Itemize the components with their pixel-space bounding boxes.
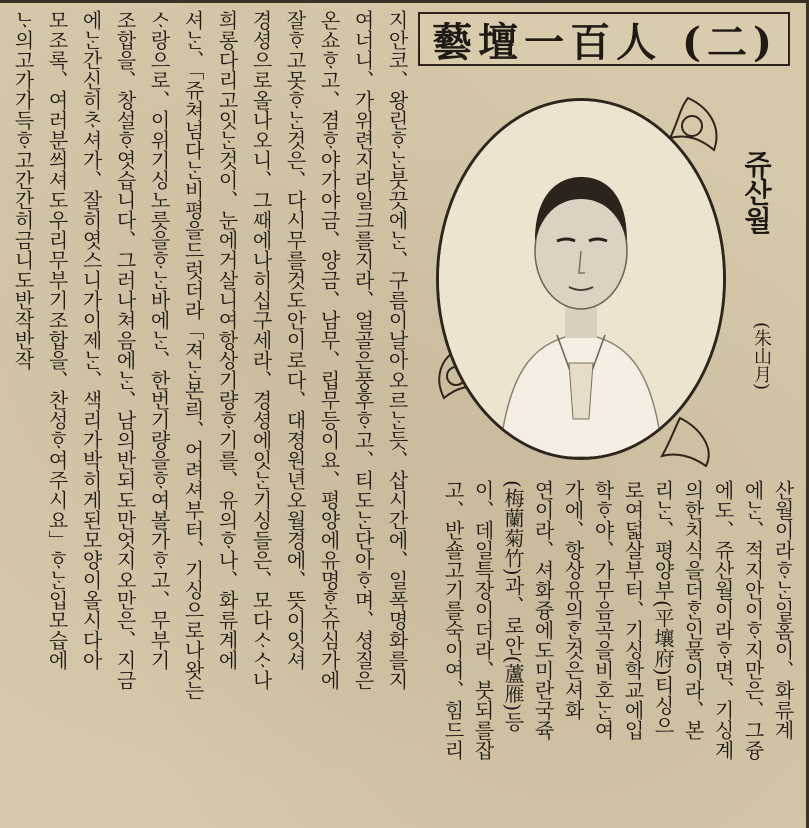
text-column: 셔ᄂᆞᆫ、「쥬쳐넘다ᄂᆞᆫ비평을드럿더라「져ᄂᆞᆫ본릐、어려셔부터、기싱으로나왓는	[181, 10, 205, 700]
portrait-photo	[430, 88, 730, 468]
text-column: 이、데일특장이더라、붓되를잡	[471, 480, 495, 760]
text-column: 잘ᄒᆞ고못ᄒᆞᄂᆞᆫ것은、다시무를것도안이로다、대졍원년오월경에、뜻이잇셔	[283, 10, 307, 670]
top-rule	[0, 0, 809, 3]
photo-oval	[436, 98, 726, 460]
person-name-hanja: (朱山月)	[751, 322, 772, 391]
text-column: 지안코、왕린ᄒᆞᄂᆞᆫ붓끗에ᄂᆞᆫ、구름이날아오르ᄂᆞᆫ듯、삽시간에、일폭명화를지	[385, 10, 409, 690]
text-column: ᄉᆞ랑으로、이위기싱노릇을ᄒᆞᄂᆞᆫ바에ᄂᆞᆫ、한번기량을ᄒᆞ여볼가ᄒᆞ고、무부기	[147, 10, 171, 670]
text-column: 의한치식을더ᄒᆞᆫ인물이라、본	[681, 480, 705, 740]
text-column: (梅蘭菊竹)과、로안(蘆雁)등	[501, 480, 525, 732]
text-column: 에도、쥬산월이라ᄒᆞ면、기싱계	[711, 480, 735, 760]
text-column: 가에、항상유의ᄒᆞᆫ것은셔화	[561, 480, 585, 720]
text-column: 로여덟살부터、기싱학교에입	[621, 480, 645, 740]
portrait-image	[439, 101, 723, 457]
text-column: 여너니、가위련지라일크를지라、얼골은풍후ᄒᆞ고、티도ᄂᆞᆫ단아ᄒᆞ며、셩질은	[351, 10, 375, 690]
text-column: 학ᄒᆞ야、가무음곡을비호ᄂᆞᆫ여	[591, 480, 615, 740]
text-column: 희롱다리고잇ᄂᆞᆫ것이、눈에거살니여항상기량ᄒᆞ기를、유의ᄒᆞ나、화류계에	[215, 10, 239, 670]
text-column: 모조록、여러분씌셔도우리무부기조합을、찬성ᄒᆞ여주시요」ᄒᆞᄂᆞᆫ입모습에	[45, 10, 69, 670]
title-text: 藝壇一百人 (二)	[432, 18, 778, 66]
text-column: 에ᄂᆞᆫ、적지안이ᄒᆞ지만은、그즁	[741, 480, 765, 760]
text-column: 고、반숄고기를숙이여、힘드리	[441, 480, 465, 760]
article-title	[430, 15, 780, 66]
text-column: 경셩으로올나오니、그ᄯᅢ에나히십구세라、경셩에잇ᄂᆞᆫ기싱들은、모다ᄉᆞᄉᆞ나	[249, 10, 273, 690]
text-column: ᄂᆞ의고가가득ᄒᆞ고간간히금니도반작반작	[11, 10, 35, 370]
person-name-hangul: 쥬산월	[740, 150, 773, 234]
text-column: 에ᄂᆞᆫ간신히ᄎᆞ셔가、잘히엿스니가이제ᄂᆞᆫ、색리가박히게된모양이올시다아	[79, 10, 103, 670]
text-column: 온쇼ᄒᆞ고、겸ᄒᆞ야가야금、양금、남무、립무등이요、평양에유명ᄒᆞᆫ슈심가에	[317, 10, 341, 690]
text-column: 리ᄂᆞᆫ、평양부(平壤府)티싱으	[651, 480, 675, 736]
text-column: 연이라、셔화즁에도미란국쥭	[531, 480, 555, 740]
text-column: 산월이라ᄒᆞᄂᆞᆫ일홈이、화류계	[771, 480, 795, 740]
text-column: 조합을、창설ᄒᆞ엿습니다、그러나쳐음에ᄂᆞᆫ、남의반되도만엇지오만은、지금	[113, 10, 137, 690]
